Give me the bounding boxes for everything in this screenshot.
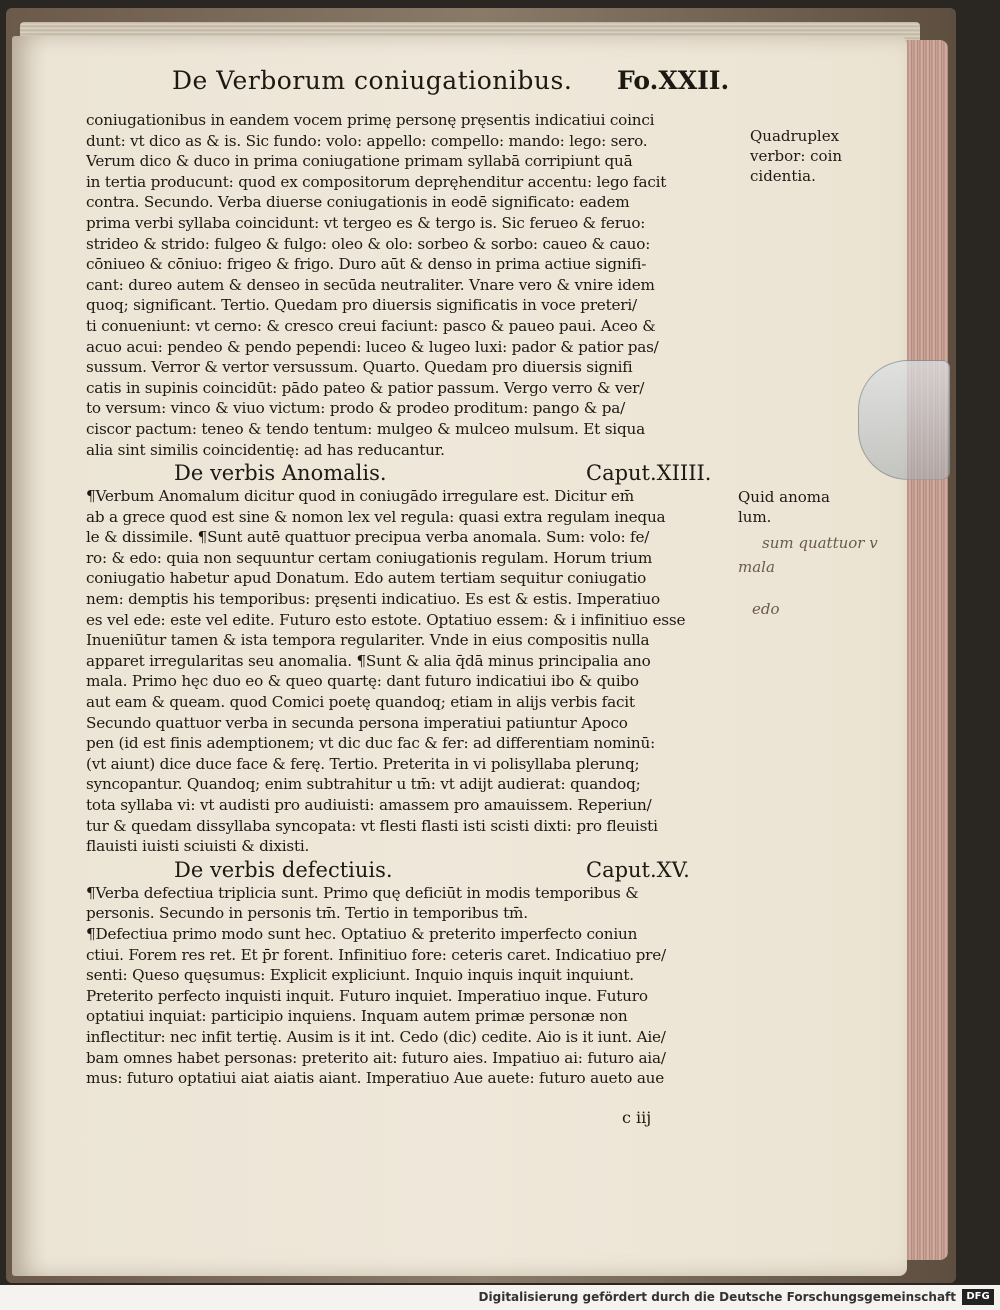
text-line: quoq; significant. Tertio. Quedam pro diuersis significatis in voce preteri/ <box>86 296 637 315</box>
text-line: coniugatio habetur apud Donatum. Edo autem tertiam sequitur coniugatio <box>86 569 647 588</box>
text-line: Preterito perfecto inquisti inquit. Futuro inquiet. Imperatiuo inque. Futuro <box>86 986 648 1005</box>
text-line: tota syllaba vi: vt audisti pro audiuisti: amassem pro amauissem. Reperiun/ <box>86 796 652 814</box>
margin-note-line: Quid anoma <box>738 488 830 506</box>
footer-bar <box>0 1285 1000 1310</box>
text-line: ab a grece quod est sine & nomon lex vel regula: quasi extra regulam inequa <box>86 507 666 526</box>
text-line: ti conueniunt: vt cerno: & cresco creui faciunt: pasco & paueo paui. Aceo & <box>86 316 656 335</box>
text-line: syncopantur. Quandoq; enim subtrahitur u tm̄: vt adijt audierat: quandoq; <box>86 775 641 794</box>
text-line: senti: Queso quęsumus: Explicit expliciunt. Inquio inquis inquit inquiunt. <box>86 966 634 985</box>
text-line: le & dissimile. ¶Sunt autē quattuor precipua verba anomala. Sum: volo: fe/ <box>86 528 650 547</box>
text-line: cōniueo & cōniuo: frigeo & frigo. Duro aūt & denso in prima actiue signifi- <box>86 255 647 274</box>
text-line: inflectitur: nec infit tertię. Ausim is it int. Cedo (dic) cedite. Aio is it iunt. Aie/ <box>86 1027 666 1046</box>
running-title: De Verborum coniugationibus. <box>172 66 573 95</box>
text-line: ro: & edo: quia non sequuntur certam coniugationis regulam. Horum trium <box>86 548 653 567</box>
text-line: alia sint similis coincidentię: ad has reducantur. <box>86 440 445 459</box>
margin-note-line: cidentia. <box>750 167 816 185</box>
text-line: ¶Verba defectiua triplicia sunt. Primo quę deficiūt in modis temporibus & <box>86 883 639 902</box>
text-line: contra. Secundo. Verba diuerse coniugationis in eodē significato: eadem <box>86 193 630 212</box>
text-line: optatiui inquiat: participio inquiens. Inquam autem primæ personæ non <box>86 1007 628 1026</box>
handwritten-note-3: edo <box>752 600 780 618</box>
text-line: apparet irregularitas seu anomalia. ¶Sunt & alia q̄dā minus principalia ano <box>86 651 651 670</box>
text-line: personis. Secundo in personis tm̄. Tertio in temporibus tm̄. <box>86 904 528 923</box>
text-line: mala. Primo hęc duo eo & queo quartę: dant futuro indicatiui ibo & quibo <box>86 672 639 691</box>
section-caput: Caput.XIIII. <box>586 461 712 486</box>
signature-mark: c iij <box>622 1108 652 1127</box>
text-part-2 <box>86 486 746 857</box>
text-line: mus: futuro optatiui aiat aiatis aiant. Imperatiuo Aue auete: futuro aueto aue <box>86 1069 665 1088</box>
text-part-3 <box>86 883 746 1089</box>
text-line: to versum: vinco & viuo victum: prodo & prodeo proditum: pango & pa/ <box>86 399 626 418</box>
text-part-1 <box>86 110 746 460</box>
main-text-block <box>86 110 746 1089</box>
text-line: ciscor pactum: teneo & tendo tentum: mulgeo & mulceo mulsum. Et siqua <box>86 419 645 438</box>
section-heading-anomalis <box>86 460 746 486</box>
margin-note-coincidentia <box>750 126 842 186</box>
text-line: Verum dico & duco in prima coniugatione primam syllabā corripiunt quā <box>86 152 633 171</box>
handwritten-note-2: mala <box>738 558 775 576</box>
page-clip-holder <box>858 360 950 480</box>
text-line: pen (id est finis ademptionem; vt dic duc fac & fer: ad differentiam nominū: <box>86 734 655 753</box>
handwritten-note-1: sum quattuor v <box>762 534 878 552</box>
text-line: coniugationibus in eandem vocem primę personę pręsentis indicatiui coinci <box>86 111 655 129</box>
text-line: flauisti iuisti sciuisti & dixisti. <box>86 837 310 856</box>
text-line: in tertia producunt: quod ex compositorum depręhenditur accentu: lego facit <box>86 172 667 191</box>
text-line: prima verbi syllaba coincidunt: vt tergeo es & tergo is. Sic ferueo & feruo: <box>86 213 646 232</box>
text-line: strideo & strido: fulgeo & fulgo: oleo & olo: sorbeo & sorbo: caueo & cauo: <box>86 234 651 253</box>
text-line: acuo acui: pendeo & pendo pependi: luceo & lugeo luxi: pador & patior pas/ <box>86 337 659 356</box>
text-line: ¶Defectiua primo modo sunt hec. Optatiuo & preterito imperfecto coniun <box>86 924 638 943</box>
text-line: (vt aiunt) dice duce face & ferę. Tertio. Preterita in vi polisyllaba plerunq; <box>86 754 640 773</box>
text-line: catis in supinis coincidūt: pādo pateo & patior passum. Vergo verro & ver/ <box>86 378 645 397</box>
folio-number: Fo.XXII. <box>617 66 730 95</box>
text-line: Secundo quattuor verba in secunda persona imperatiui patiuntur Apoco <box>86 713 628 732</box>
running-header <box>172 66 772 106</box>
page-fore-edge <box>900 40 948 1260</box>
dfg-logo: DFG <box>962 1289 994 1305</box>
margin-note-line: verbor: coin <box>750 147 843 165</box>
text-line: sussum. Verror & vertor versussum. Quarto. Quedam pro diuersis signifi <box>86 358 633 377</box>
section-title: De verbis Anomalis. <box>174 461 387 486</box>
text-line: es vel ede: este vel edite. Futuro esto estote. Optatiuo essem: & i infinitiuo esse <box>86 610 686 629</box>
section-caput: Caput.XV. <box>586 857 690 882</box>
text-line: bam omnes habet personas: preterito ait: futuro aies. Impatiuo ai: futuro aia/ <box>86 1048 666 1067</box>
margin-note-line: lum. <box>738 508 772 526</box>
text-line: dunt: vt dico as & is. Sic fundo: volo: appello: compello: mando: lego: sero. <box>86 131 648 150</box>
text-line: tur & quedam dissyllaba syncopata: vt flesti flasti isti scisti dixti: pro fleuisti <box>86 816 658 835</box>
text-line: ctiui. Forem res ret. Et p̄r forent. Infinitiuo fore: ceteris caret. Indicatiuo pre/ <box>86 945 666 964</box>
text-line: nem: demptis his temporibus: pręsenti indicatiuo. Es est & estis. Imperatiuo <box>86 590 660 609</box>
text-line: ¶Verbum Anomalum dicitur quod in coniugādo irregulare est. Dicitur em̄ <box>86 487 634 506</box>
section-title: De verbis defectiuis. <box>174 857 393 882</box>
margin-note-anomalum <box>738 487 830 527</box>
text-line: aut eam & queam. quod Comici poetę quandoq; etiam in alijs verbis facit <box>86 693 635 712</box>
margin-note-line: Quadruplex <box>750 127 840 145</box>
section-heading-defectiuis <box>86 857 746 883</box>
funding-credit: Digitalisierung gefördert durch die Deutsche Forschungsgemeinschaft <box>478 1290 956 1304</box>
text-line: cant: dureo autem & denseo in secūda neutraliter. Vnare vero & vnire idem <box>86 275 655 294</box>
text-line: Inueniūtur tamen & ista tempora regulariter. Vnde in eius compositis nulla <box>86 631 650 650</box>
